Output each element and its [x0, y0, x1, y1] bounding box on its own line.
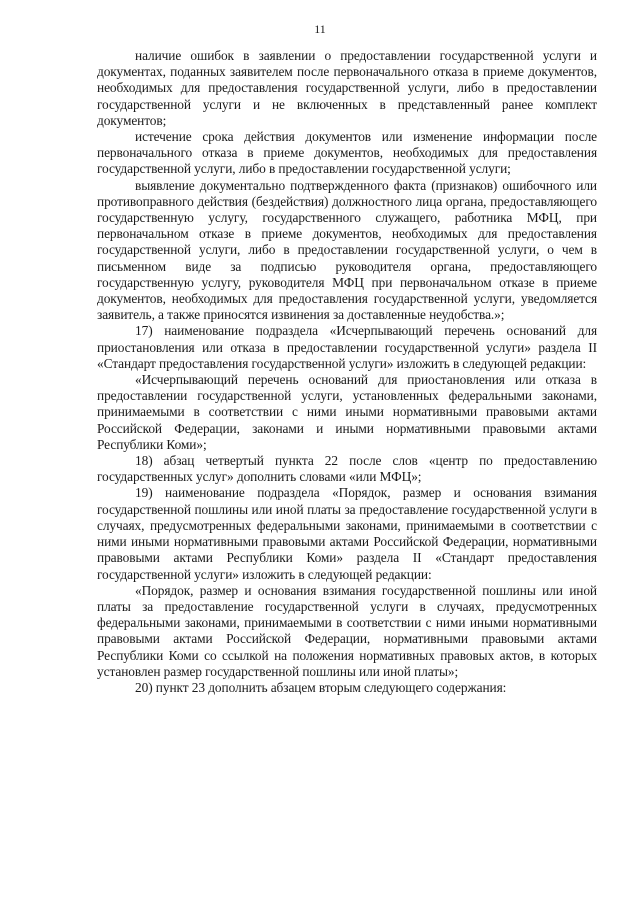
paragraph-item-20: 20) пункт 23 дополнить абзацем вторым следующего содержания: — [135, 679, 507, 695]
paragraph-quote-fee: «Порядок, размер и основания взимания государственной пошлины или иной платы за предоставление государственной услуги в случаях, предусмотренных федеральными законами, принимаемыми в соответствии с ними иными нормативными правовыми актами Российской Федерации, нормативными правовыми актами Республики Коми со ссылкой на положения нормативных правовых актов, в которых установлен размер государственной пошлины или иной платы»; — [97, 582, 597, 679]
paragraph-item-17: 17) наименование подраздела «Исчерпывающий перечень оснований для приостановления или отказа в предоставлении государственной услуги» раздела II «Стандарт предоставления государственной услуги» изложить в следующей редакции: — [97, 323, 597, 371]
paragraph-document-expiry: истечение срока действия документов или изменение информации после первоначального отказа в приеме документов, необходимых для предоставления государственной услуги, либо в предоставлении государственной услуги; — [97, 129, 597, 177]
page-number: 11 — [314, 22, 326, 36]
paragraph-official-error: выявление документально подтвержденного факта (признаков) ошибочного или противоправного действия (бездействия) должностного лица органа, предоставляющего государственную услугу, государственного служащего, работника МФЦ, при первоначальном отказе в приеме документов, необходимых для предоставления государственной услуги, либо в предоставлении государственной услуги, о чем в письменном виде за подписью руководителя органа, предоставляющего государственную услугу, руководителя МФЦ при первоначальном отказе в приеме документов, необходимых для предоставления государственной услуги, уведомляется заявитель, а также приносятся извинения за доставленные неудобства.»; — [97, 177, 597, 323]
paragraph-item-18: 18) абзац четвертый пункта 22 после слов «центр по предоставлению государственных услуг» дополнить словами «или МФЦ»; — [97, 453, 597, 485]
paragraph-errors-in-application: наличие ошибок в заявлении о предоставлении государственной услуги и документах, поданных заявителем после первоначального отказа в приеме документов, необходимых для предоставления государственной услуги, либо в предоставлении государственной услуги и не включенных в представленный ранее комплект документов; — [97, 48, 597, 128]
paragraph-item-19: 19) наименование подраздела «Порядок, размер и основания взимания государственной пошлины или иной платы за предоставление государственной услуги в случаях, предусмотренных федеральными законами, принимаемыми в соответствии с ними иными нормативными правовыми актами Российской Федерации, нормативными правовыми актами Республики Коми» раздела II «Стандарт предоставления государственной услуги» изложить в следующей редакции: — [97, 485, 597, 582]
paragraph-quote-grounds: «Исчерпывающий перечень оснований для приостановления или отказа в предоставлении государственной услуги, установленных федеральными законами, принимаемыми в соответствии с ними иными нормативными правовыми актами Российской Федерации, законами и иными нормативными правовыми актами Республики Коми»; — [97, 372, 597, 452]
document-body — [97, 48, 597, 696]
